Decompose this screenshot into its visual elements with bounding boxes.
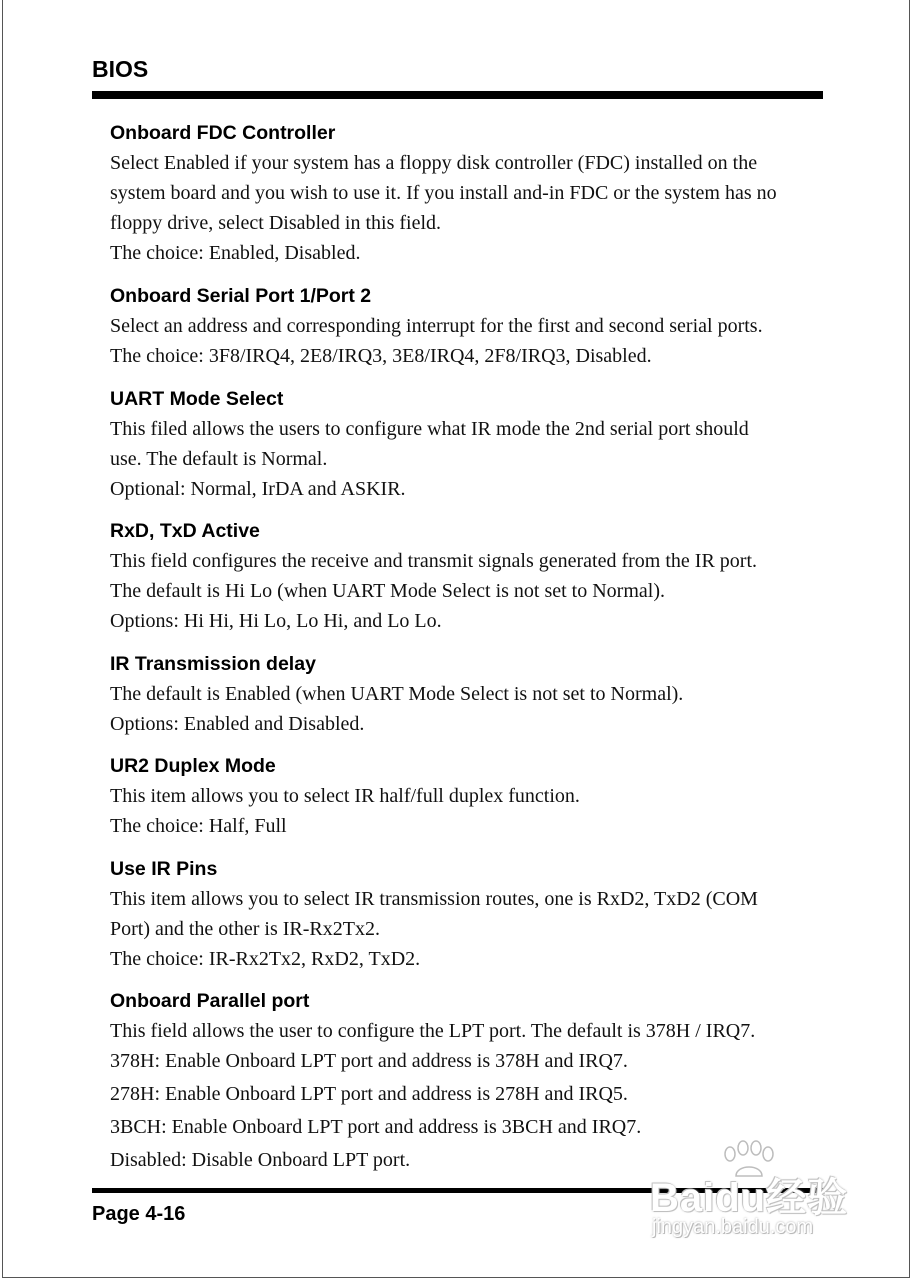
section-text-line: 378H: Enable Onboard LPT port and address is 378H and IRQ7. [110,1050,628,1072]
section-text-line: Optional: Normal, IrDA and ASKIR. [110,478,406,500]
section-text-line: Options: Enabled and Disabled. [110,713,365,735]
page-header-title: BIOS [92,56,149,82]
section-text-line: This item allows you to select IR half/full duplex function. [110,785,580,807]
baidu-watermark [650,1140,870,1250]
section-text-line: use. The default is Normal. [110,448,328,470]
section-text-line: Disabled: Disable Onboard LPT port. [110,1149,411,1171]
watermark-brand: Baidu经验 [650,1176,849,1220]
section-text-line: Select an address and corresponding interrupt for the first and second serial ports. [110,315,763,337]
section-text-line: This field configures the receive and transmit signals generated from the IR port. [110,550,758,572]
section-text-line: 3BCH: Enable Onboard LPT port and address is 3BCH and IRQ7. [110,1116,642,1138]
section-title-use-ir-pins: Use IR Pins [110,858,218,880]
section-text-line: This filed allows the users to configure what IR mode the 2nd serial port should [110,418,749,440]
section-text-line: This item allows you to select IR transmission routes, one is RxD2, TxD2 (COM [110,888,758,910]
section-text-line: This field allows the user to configure the LPT port. The default is 378H / IRQ7. [110,1020,756,1042]
section-title-rxd-txd-active: RxD, TxD Active [110,520,260,542]
section-text-line: floppy drive, select Disabled in this field. [110,212,442,234]
section-text-line: Select Enabled if your system has a floppy disk controller (FDC) installed on the [110,152,758,174]
section-title-onboard-serial-port: Onboard Serial Port 1/Port 2 [110,285,372,307]
section-text-line: The choice: IR-Rx2Tx2, RxD2, TxD2. [110,948,421,970]
section-text-line: Options: Hi Hi, Hi Lo, Lo Hi, and Lo Lo. [110,610,442,632]
section-text-line: The default is Hi Lo (when UART Mode Select is not set to Normal). [110,580,665,602]
watermark-url: jingyan.baidu.com [652,1216,814,1238]
page-number: Page 4-16 [92,1203,186,1225]
header-rule [92,91,823,99]
section-title-uart-mode-select: UART Mode Select [110,388,284,410]
section-title-ur2-duplex-mode: UR2 Duplex Mode [110,755,276,777]
section-text-line: The choice: 3F8/IRQ4, 2E8/IRQ3, 3E8/IRQ4, 2F8/IRQ3, Disabled. [110,345,652,367]
section-text-line: The default is Enabled (when UART Mode Select is not set to Normal). [110,683,684,705]
section-text-line: 278H: Enable Onboard LPT port and address is 278H and IRQ5. [110,1083,628,1105]
section-text-line: system board and you wish to use it. If you install and-in FDC or the system has no [110,182,777,204]
section-title-onboard-parallel-port: Onboard Parallel port [110,990,310,1012]
section-text-line: The choice: Enabled, Disabled. [110,242,361,264]
section-title-ir-transmission-delay: IR Transmission delay [110,653,316,675]
section-text-line: Port) and the other is IR-Rx2Tx2. [110,918,380,940]
section-text-line: The choice: Half, Full [110,815,287,837]
section-title-onboard-fdc-controller: Onboard FDC Controller [110,122,336,144]
